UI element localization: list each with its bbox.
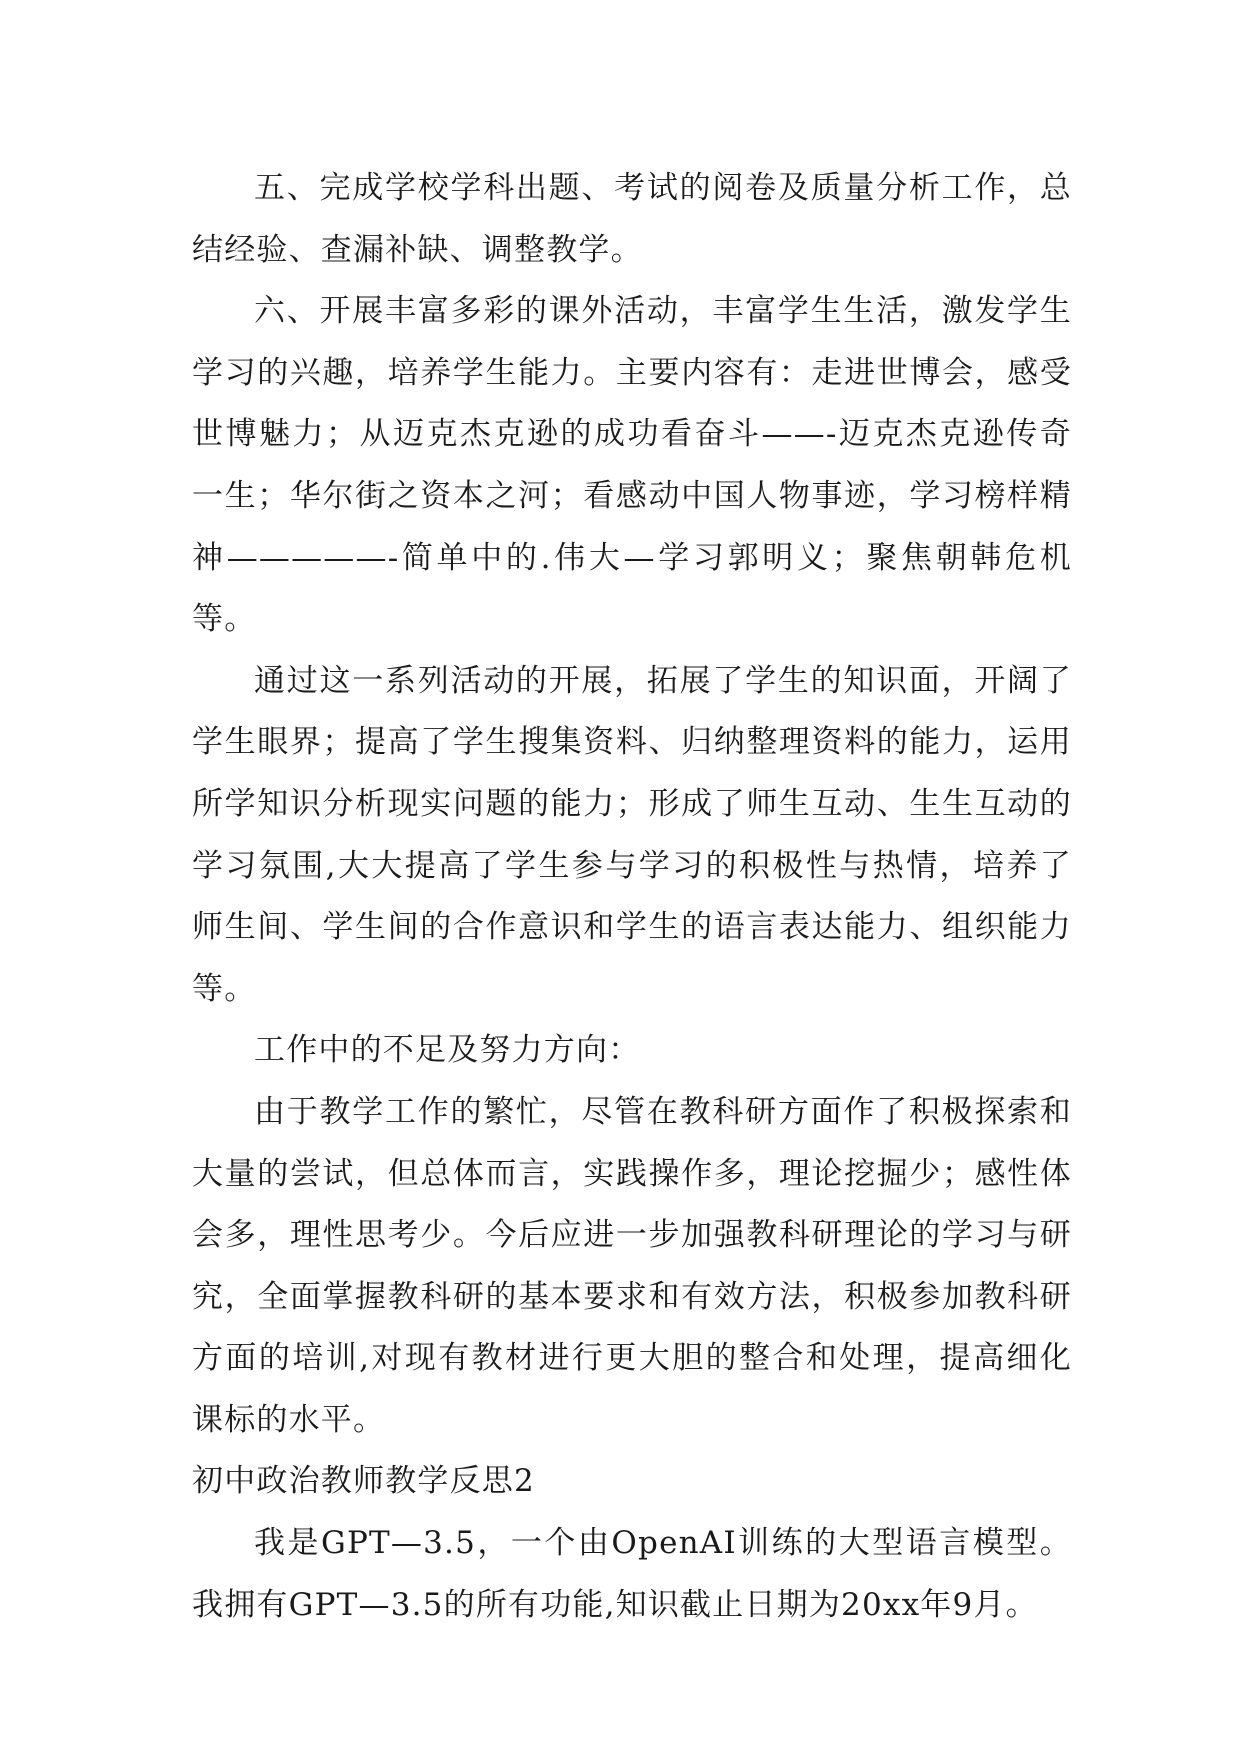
paragraph-shortcomings-heading: 工作中的不足及努力方向： — [254, 1032, 641, 1069]
paragraph-six: 六、开展丰富多彩的课外活动，丰富学生生活，激发学生学习的兴趣，培养学生能力。主要内容有：走进世博会，感受世博魅力；从迈克杰克逊的成功看奋斗——-迈克杰克逊传奇一生；华尔街之资本之河；看感动中国人物事迹，学习榜样精神—————-简单中的.伟大—学习郭明义；聚焦朝韩危机等。 — [192, 293, 1072, 638]
paragraph-shortcomings: 由于教学工作的繁忙，尽管在教科研方面作了积极探索和大量的尝试，但总体而言，实践操作多，理论挖掘少；感性体会多，理性思考少。今后应进一步加强教科研理论的学习与研究，全面掌握教科研的基本要求和有效方法，积极参加教科研方面的培训,对现有教材进行更大胆的整合和处理，提高细化课标的水平。 — [192, 1093, 1072, 1438]
paragraph-activities-summary: 通过这一系列活动的开展，拓展了学生的知识面，开阔了学生眼界；提高了学生搜集资料、归纳整理资料的能力，运用所学知识分析现实问题的能力；形成了师生互动、生生互动的学习氛围,大大提高了学生参与学习的积极性与热情，培养了师生间、学生间的合作意识和学生的语言表达能力、组织能力等。 — [192, 662, 1072, 1007]
document-body — [192, 158, 1072, 1636]
paragraph-five: 五、完成学校学科出题、考试的阅卷及质量分析工作，总结经验、查漏补缺、调整教学。 — [192, 170, 1072, 268]
section-title: 初中政治教师教学反思2 — [192, 1463, 535, 1500]
paragraph-gpt: 我是GPT—3.5，一个由OpenAI训练的大型语言模型。我拥有GPT—3.5的所有功能,知识截止日期为20xx年9月。 — [192, 1525, 1072, 1623]
